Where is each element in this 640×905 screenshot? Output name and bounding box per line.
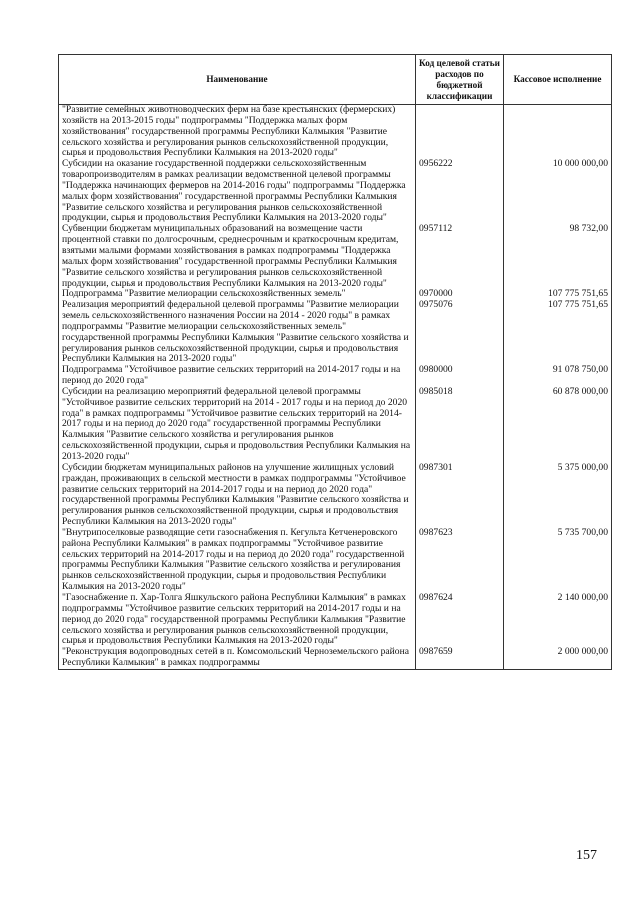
header-amount: Кассовое исполнение (504, 55, 612, 105)
row-name: Субсидии бюджетам муниципальных районов на улучшение жилищных условий граждан, проживающих в сельской местности в рамках подпрограммы "Устойчивое развитие сельских территорий на 2014-2017 годы и на период до 2020 года" государственной программы Республики Калмыкия "Развитие сельского хозяйства и регулирования рынков сельскохозяйственной продукции, сырья и продовольствия Республики Калмыкия на 2013-2020 годы" (59, 463, 416, 528)
row-name: "Внутрипоселковые разводящие сети газоснабжения п. Кегульта Кетченеровского района Республики Калмыкия" в рамках подпрограммы "Устойчивое развитие сельских территорий на 2014-2017 годы и на период до 2020 года" государственной программы Республики Калмыкия "Развитие сельского хозяйства и регулирования рынков сельскохозяйственной продукции, сырья и продовольствия Республики Калмыкия на 2013-2020 годы" (59, 528, 416, 593)
row-code: 0987624 (416, 593, 504, 647)
row-name: "Реконструкция водопроводных сетей в п. Комсомольский Черноземельского района Республики Калмыкия" в рамках подпрограммы (59, 647, 416, 669)
table-row (59, 593, 612, 647)
table-row (59, 365, 612, 387)
table-row (59, 300, 612, 365)
row-code: 0987659 (416, 647, 504, 669)
row-amount (504, 105, 612, 160)
row-code: 0957112 (416, 224, 504, 289)
row-amount: 2 140 000,00 (504, 593, 612, 647)
row-amount: 5 735 700,00 (504, 528, 612, 593)
budget-report-page (58, 54, 611, 670)
row-code: 0970000 (416, 289, 504, 300)
row-code: 0956222 (416, 159, 504, 224)
table-row (59, 224, 612, 289)
row-name: Субсидии на оказание государственной поддержки сельскохозяйственным товаропроизводителям в рамках реализации ведомственной целевой программы "Поддержка начинающих фермеров на 2014-2016 годы" подпрограммы "Поддержка малых форм хозяйствования" государственной программы Республики Калмыкия "Развитие сельского хозяйства и регулирования рынков сельскохозяйственной продукции, сырья и продовольствия Республики Калмыкия на 2013-2020 годы" (59, 159, 416, 224)
row-code: 0987301 (416, 463, 504, 528)
table-row (59, 463, 612, 528)
row-name: Субвенции бюджетам муниципальных образований на возмещение части процентной ставки по долгосрочным, среднесрочным и краткосрочным кредитам, взятыми малыми формами хозяйствования в рамках подпрограммы "Поддержка малых форм хозяйствования" государственной программы Республики Калмыкия "Развитие сельского хозяйства и регулирования рынков сельскохозяйственной продукции, сырья и продовольствия Республики Калмыкия на 2013-2020 годы" (59, 224, 416, 289)
table-row (59, 159, 612, 224)
row-amount: 10 000 000,00 (504, 159, 612, 224)
row-name: Подпрограмма "Устойчивое развитие сельских территорий на 2014-2017 годы и на период до 2020 года" (59, 365, 416, 387)
table-header-row (59, 55, 612, 105)
row-name: "Развитие семейных животноводческих ферм на базе крестьянских (фермерских) хозяйств на 2013-2015 годы" подпрограммы "Поддержка малых форм хозяйствования" государственной программы Республики Калмыкия "Развитие сельского хозяйства и регулирования рынков сельскохозяйственной продукции, сырья и продовольствия Республики Калмыкия на 2013-2020 годы" (59, 105, 416, 160)
row-amount: 2 000 000,00 (504, 647, 612, 669)
row-code: 0987623 (416, 528, 504, 593)
row-code: 0975076 (416, 300, 504, 365)
row-amount: 98 732,00 (504, 224, 612, 289)
table-row (59, 528, 612, 593)
row-code: 0980000 (416, 365, 504, 387)
header-name: Наименование (59, 55, 416, 105)
row-name: Субсидии на реализацию мероприятий федеральной целевой программы "Устойчивое развитие сельских территорий на 2014 - 2017 годы и на период до 2020 года" в рамках подпрограммы "Устойчивое развитие сельских территорий на 2014-2017 годы и на период до 2020 года" государственной программы Республики Калмыкия "Развитие сельского хозяйства и регулирования рынков сельскохозяйственной продукции, сырья и продовольствия Республики Калмыкия на 2013-2020 годы" (59, 387, 416, 463)
row-amount: 5 375 000,00 (504, 463, 612, 528)
page-number: 157 (576, 848, 597, 863)
row-amount: 91 078 750,00 (504, 365, 612, 387)
row-name: Реализация мероприятий федеральной целевой программы "Развитие мелиорации земель сельскохозяйственного назначения России на 2014 - 2020 годы" в рамках подпрограммы "Развитие мелиорации сельскохозяйственных земель" государственной программы Республики Калмыкия "Развитие сельского хозяйства и регулирования рынков сельскохозяйственной продукции, сырья и продовольствия Республики Калмыкия на 2013-2020 годы" (59, 300, 416, 365)
table-row (59, 647, 612, 669)
table-row (59, 387, 612, 463)
row-amount: 107 775 751,65 (504, 300, 612, 365)
row-code (416, 105, 504, 160)
header-code: Код целевой статьи расходов по бюджетной классификации (416, 55, 504, 105)
table-row (59, 105, 612, 160)
row-name: Подпрограмма "Развитие мелиорации сельскохозяйственных земель" (59, 289, 416, 300)
row-code: 0985018 (416, 387, 504, 463)
row-amount: 107 775 751,65 (504, 289, 612, 300)
row-amount: 60 878 000,00 (504, 387, 612, 463)
row-name: "Газоснабжение п. Хар-Толга Яшкульского района Республики Калмыкия" в рамках подпрограммы "Устойчивое развитие сельских территорий на 2014-2017 годы и на период до 2020 года" государственной программы Республики Калмыкия "Развитие сельского хозяйства и регулирования рынков сельскохозяйственной продукции, сырья и продовольствия Республики Калмыкия на 2013-2020 годы" (59, 593, 416, 647)
budget-execution-table (58, 54, 612, 670)
